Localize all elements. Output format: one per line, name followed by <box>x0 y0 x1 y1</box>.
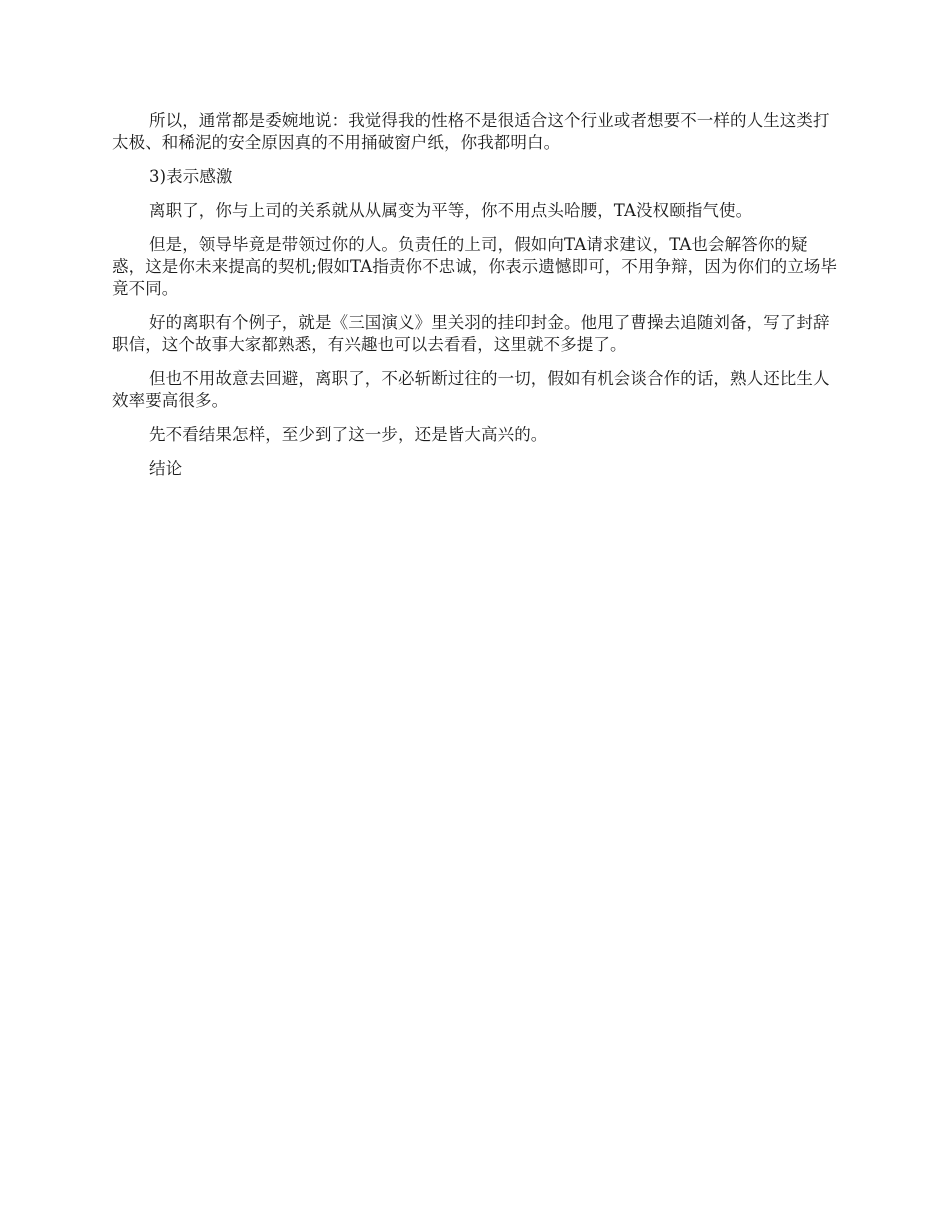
paragraph-leader-advice: 但是，领导毕竟是带领过你的人。负责任的上司，假如向TA请求建议，TA也会解答你的疑惑，这是你未来提高的契机;假如TA指责你不忠诚，你表示遗憾即可，不用争辩，因为你们的立场毕竟不同。 <box>112 235 838 298</box>
document-body <box>112 110 840 492</box>
paragraph-intro-resignation-reason: 所以，通常都是委婉地说：我觉得我的性格不是很适合这个行业或者想要不一样的人生这类打太极、和稀泥的安全原因真的不用捅破窗户纸，你我都明白。 <box>112 111 830 152</box>
paragraph-equal-relationship: 离职了，你与上司的关系就从从属变为平等，你不用点头哈腰，TA没权颐指气使。 <box>149 201 753 220</box>
paragraph-no-avoidance: 但也不用故意去回避，离职了，不必斩断过往的一切，假如有机会谈合作的话，熟人还比生人效率要高很多。 <box>112 369 830 410</box>
section-heading-conclusion: 结论 <box>149 459 183 478</box>
paragraph-happy-result: 先不看结果怎样，至少到了这一步，还是皆大高兴的。 <box>149 425 548 444</box>
paragraph-three-kingdoms-example: 好的离职有个例子，就是《三国演义》里关羽的挂印封金。他甩了曹操去追随刘备，写了封辞职信，这个故事大家都熟悉，有兴趣也可以去看看，这里就不多提了。 <box>112 313 830 354</box>
section-heading-gratitude: 3)表示感激 <box>149 167 233 186</box>
